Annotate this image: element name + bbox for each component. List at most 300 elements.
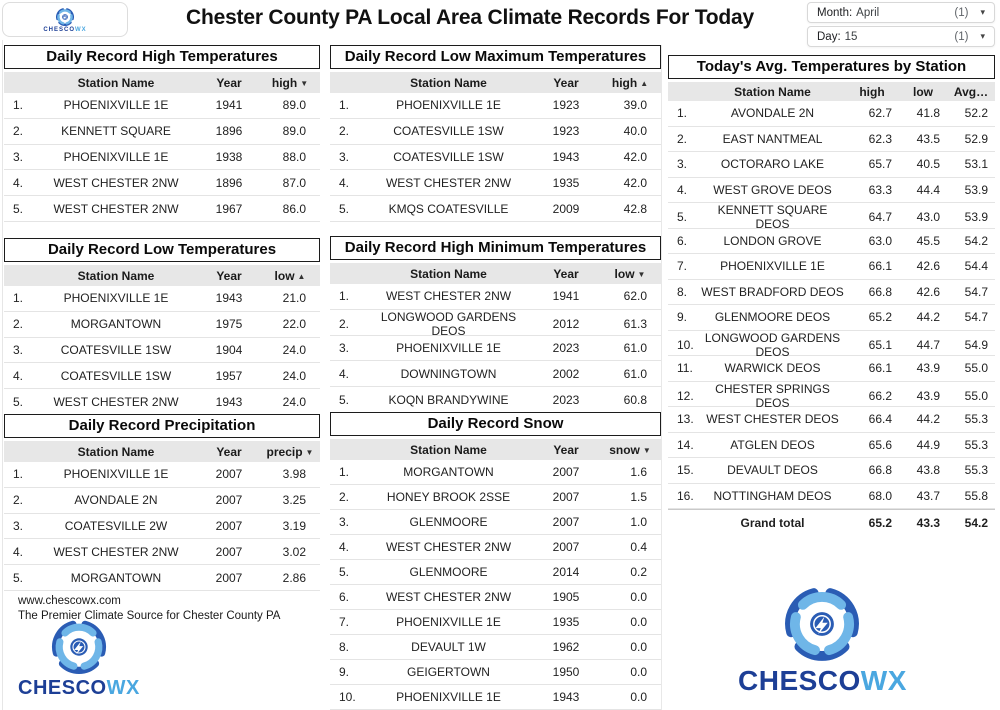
record-year: 1941 bbox=[215, 98, 243, 113]
table-row bbox=[330, 585, 661, 610]
table-row bbox=[668, 305, 995, 331]
row-index: 1. bbox=[13, 291, 24, 306]
station-name: MORGANTOWN bbox=[403, 465, 494, 479]
station-name: HONEY BROOK 2SSE bbox=[386, 490, 511, 504]
row-index: 9. bbox=[339, 665, 350, 679]
low-value: 43.0 bbox=[916, 210, 940, 224]
station-name: WEST CHESTER 2NW bbox=[53, 201, 179, 216]
station-name: PHOENIXVILLE 1E bbox=[396, 690, 501, 704]
avg-value: 53.1 bbox=[964, 157, 988, 172]
table-row bbox=[668, 382, 995, 408]
table-row bbox=[668, 101, 995, 127]
station-name: AVONDALE 2N bbox=[730, 106, 815, 121]
table-daily-record-high-temperatures bbox=[4, 45, 320, 222]
avg-value: 55.3 bbox=[964, 463, 988, 478]
record-year: 2007 bbox=[215, 544, 243, 559]
record-value: 22.0 bbox=[282, 317, 306, 332]
row-index: 3. bbox=[677, 157, 688, 172]
avg-value: 52.9 bbox=[964, 131, 988, 146]
table-header-row bbox=[330, 263, 661, 284]
row-index: 8. bbox=[677, 284, 688, 299]
station-name: WEST CHESTER 2NW bbox=[53, 394, 179, 409]
high-value: 63.0 bbox=[868, 233, 892, 248]
row-index: 2. bbox=[339, 490, 350, 504]
row-index: 7. bbox=[677, 259, 688, 274]
row-index: 5. bbox=[13, 570, 24, 585]
row-index: 2. bbox=[13, 493, 24, 508]
row-index: 3. bbox=[13, 342, 24, 357]
row-index: 11. bbox=[677, 361, 693, 376]
row-index: 15. bbox=[677, 463, 694, 478]
col-header-station[interactable]: Station Name bbox=[410, 442, 487, 457]
station-name: MORGANTOWN bbox=[70, 317, 162, 332]
table-row bbox=[330, 610, 661, 635]
record-year: 2009 bbox=[552, 201, 580, 216]
record-year: 2002 bbox=[552, 366, 580, 381]
record-year: 2023 bbox=[552, 340, 580, 355]
col-header-year[interactable]: Year bbox=[553, 266, 579, 281]
table-row bbox=[330, 635, 661, 660]
table-header-row bbox=[668, 82, 995, 101]
low-value: 41.8 bbox=[916, 106, 940, 121]
table-row bbox=[4, 312, 320, 338]
row-index: 8. bbox=[339, 640, 350, 654]
col-header-low[interactable]: low bbox=[913, 84, 933, 99]
station-name: KOQN BRANDYWINE bbox=[388, 392, 509, 407]
station-name: PHOENIXVILLE 1E bbox=[63, 149, 169, 164]
record-value: 0.0 bbox=[630, 665, 647, 679]
station-name: LONGWOOD GARDENS DEOS bbox=[704, 330, 841, 359]
record-value: 39.0 bbox=[623, 98, 647, 113]
col-header-high[interactable]: high ▼ bbox=[271, 75, 309, 90]
table-row bbox=[330, 196, 661, 222]
row-index: 1. bbox=[677, 106, 688, 121]
avg-value: 55.3 bbox=[964, 437, 988, 452]
row-index: 6. bbox=[339, 590, 350, 604]
station-name: DOWNINGTOWN bbox=[400, 366, 497, 381]
avg-value: 54.4 bbox=[964, 259, 988, 274]
record-value: 3.02 bbox=[282, 544, 306, 559]
record-value: 42.0 bbox=[623, 149, 647, 164]
col-header-station[interactable]: Station Name bbox=[734, 84, 811, 99]
middle-column bbox=[330, 45, 662, 710]
row-index: 1. bbox=[13, 467, 24, 482]
station-name: WEST CHESTER 2NW bbox=[53, 175, 179, 190]
low-value: 40.5 bbox=[916, 157, 940, 172]
high-value: 66.8 bbox=[868, 284, 892, 299]
table-todays-avg-temperatures bbox=[668, 55, 995, 536]
col-header-low[interactable]: low ▼ bbox=[614, 266, 646, 281]
table-row bbox=[330, 170, 661, 196]
sort-desc-icon: ▼ bbox=[642, 445, 651, 455]
row-index: 3. bbox=[339, 149, 350, 164]
row-index: 4. bbox=[339, 540, 350, 554]
row-index: 4. bbox=[339, 366, 350, 381]
table-row bbox=[668, 458, 995, 484]
table-row bbox=[668, 356, 995, 382]
record-value: 21.0 bbox=[282, 291, 306, 306]
table-title: Daily Record Precipitation bbox=[4, 414, 320, 438]
table-row bbox=[330, 560, 661, 585]
high-value: 63.3 bbox=[868, 182, 892, 197]
table-row bbox=[4, 389, 320, 415]
avg-value: 55.0 bbox=[964, 361, 988, 376]
high-value: 66.4 bbox=[868, 412, 892, 427]
row-index: 3. bbox=[13, 518, 24, 533]
row-index: 13. bbox=[677, 412, 694, 427]
avg-value: 55.0 bbox=[964, 388, 988, 403]
table-row bbox=[668, 254, 995, 280]
station-name: GLENMOORE bbox=[409, 515, 488, 529]
station-name: CHESTER SPRINGS DEOS bbox=[715, 381, 830, 410]
record-value: 0.0 bbox=[630, 590, 647, 604]
station-name: EAST NANTMEAL bbox=[722, 131, 823, 146]
low-value: 42.6 bbox=[916, 284, 940, 299]
record-year: 1941 bbox=[552, 289, 580, 304]
table-row bbox=[668, 152, 995, 178]
record-year: 1923 bbox=[552, 98, 580, 113]
row-index: 5. bbox=[339, 392, 350, 407]
record-value: 24.0 bbox=[282, 394, 306, 409]
row-index: 14. bbox=[677, 437, 694, 452]
table-row bbox=[330, 336, 661, 362]
col-header-station[interactable]: Station Name bbox=[77, 75, 155, 90]
station-name: KMQS COATESVILLE bbox=[388, 201, 509, 216]
col-header-high[interactable]: high ▲ bbox=[611, 75, 649, 90]
avg-value: 52.2 bbox=[964, 106, 988, 121]
table-row bbox=[668, 203, 995, 229]
table-row bbox=[330, 535, 661, 560]
station-name: WEST CHESTER DEOS bbox=[706, 412, 839, 427]
row-index: 2. bbox=[13, 317, 24, 332]
sort-asc-icon: ▲ bbox=[640, 78, 649, 88]
station-name: WEST CHESTER 2NW bbox=[53, 544, 179, 559]
low-value: 43.5 bbox=[916, 131, 940, 146]
low-value: 44.2 bbox=[916, 412, 940, 427]
record-year: 1967 bbox=[215, 201, 243, 216]
table-row bbox=[330, 387, 661, 413]
station-name: PHOENIXVILLE 1E bbox=[396, 98, 501, 113]
table-row bbox=[4, 514, 320, 540]
record-value: 1.6 bbox=[630, 465, 647, 479]
avg-value: 54.7 bbox=[964, 310, 988, 325]
col-header-station[interactable]: Station Name bbox=[410, 75, 487, 90]
row-index: 7. bbox=[339, 615, 350, 629]
record-value: 89.0 bbox=[282, 98, 306, 113]
month-select[interactable]: Month: April (1) ▾ bbox=[807, 2, 995, 23]
station-name: NOTTINGHAM DEOS bbox=[713, 488, 832, 503]
sort-desc-icon: ▼ bbox=[305, 447, 314, 457]
table-daily-record-snow bbox=[330, 412, 661, 710]
station-name: GLENMOORE DEOS bbox=[714, 310, 831, 325]
table-row bbox=[4, 286, 320, 312]
low-value: 42.6 bbox=[916, 259, 940, 274]
record-value: 88.0 bbox=[282, 149, 306, 164]
avg-value: 54.2 bbox=[964, 233, 988, 248]
high-value: 65.7 bbox=[868, 157, 892, 172]
record-value: 24.0 bbox=[282, 368, 306, 383]
table-row bbox=[330, 310, 661, 336]
table-title: Daily Record High Temperatures bbox=[4, 45, 320, 69]
row-index: 3. bbox=[13, 149, 24, 164]
month-value: April bbox=[856, 6, 880, 19]
record-year: 2007 bbox=[552, 490, 580, 504]
record-value: 0.2 bbox=[630, 565, 647, 579]
record-year: 2007 bbox=[552, 465, 580, 479]
chescowx-logo bbox=[738, 583, 907, 697]
table-row bbox=[330, 145, 661, 171]
month-count: (1) bbox=[954, 6, 969, 19]
table-row bbox=[668, 433, 995, 459]
row-index: 4. bbox=[13, 544, 24, 559]
record-year: 2007 bbox=[215, 467, 243, 482]
day-count: (1) bbox=[954, 30, 969, 43]
day-select[interactable]: Day: 15 (1) ▾ bbox=[807, 26, 995, 47]
col-header-snow[interactable]: snow ▼ bbox=[609, 442, 651, 457]
row-index: 1. bbox=[339, 465, 350, 479]
low-value: 44.7 bbox=[916, 337, 940, 352]
header-logo bbox=[2, 2, 128, 37]
chescowx-swirl-icon bbox=[55, 7, 75, 27]
chescowx-logo bbox=[18, 617, 140, 700]
station-name: WARWICK DEOS bbox=[724, 361, 821, 376]
grand-total-label: Grand total bbox=[740, 516, 805, 530]
record-year: 1905 bbox=[552, 590, 580, 604]
table-header-row bbox=[4, 441, 320, 462]
row-index: 5. bbox=[339, 201, 350, 216]
col-header-high[interactable]: high bbox=[859, 84, 885, 99]
avg-value: 53.9 bbox=[964, 182, 988, 197]
table-title: Today's Avg. Temperatures by Station bbox=[668, 55, 995, 79]
col-header-year[interactable]: Year bbox=[216, 268, 242, 283]
record-year: 1938 bbox=[215, 149, 243, 164]
page-title: Chester County PA Local Area Climate Records For Today bbox=[186, 6, 754, 29]
station-name: COATESVILLE 2W bbox=[64, 518, 168, 533]
low-value: 44.2 bbox=[916, 310, 940, 325]
row-index: 4. bbox=[677, 182, 688, 197]
low-value: 43.9 bbox=[916, 361, 940, 376]
low-value: 43.9 bbox=[916, 388, 940, 403]
record-year: 1904 bbox=[215, 342, 243, 357]
col-header-station[interactable]: Station Name bbox=[77, 444, 155, 459]
record-value: 0.0 bbox=[630, 615, 647, 629]
station-name: DEVAULT DEOS bbox=[727, 463, 818, 478]
record-value: 0.0 bbox=[630, 690, 647, 704]
grand-total-row bbox=[668, 509, 995, 536]
row-index: 16. bbox=[677, 488, 694, 503]
table-title: Daily Record Low Temperatures bbox=[4, 238, 320, 262]
right-column bbox=[668, 55, 995, 710]
row-index: 2. bbox=[13, 124, 24, 139]
footer-url: www.chescowx.com bbox=[18, 595, 121, 607]
record-value: 61.0 bbox=[623, 366, 647, 381]
station-name: WEST BRADFORD DEOS bbox=[701, 284, 844, 299]
table-daily-record-low-temperatures bbox=[4, 238, 320, 415]
table-row bbox=[4, 119, 320, 145]
table-row bbox=[4, 145, 320, 171]
station-name: COATESVILLE 1SW bbox=[393, 149, 504, 164]
record-value: 62.0 bbox=[623, 289, 647, 304]
col-header-year[interactable]: Year bbox=[553, 442, 579, 457]
avg-value: 54.7 bbox=[964, 284, 988, 299]
avg-value: 54.9 bbox=[964, 337, 988, 352]
table-header-row bbox=[4, 72, 320, 93]
record-year: 1896 bbox=[215, 175, 243, 190]
station-name: COATESVILLE 1SW bbox=[393, 124, 504, 139]
high-value: 66.2 bbox=[868, 388, 892, 403]
chescowx-wordmark: CHESCOWX bbox=[738, 665, 907, 696]
station-name: GEIGERTOWN bbox=[407, 665, 490, 679]
station-name: KENNETT SQUARE bbox=[61, 124, 171, 139]
record-year: 2007 bbox=[215, 570, 243, 585]
record-value: 1.5 bbox=[630, 490, 647, 504]
table-header-row bbox=[330, 72, 661, 93]
avg-value: 55.3 bbox=[964, 412, 988, 427]
table-row bbox=[668, 484, 995, 510]
row-index: 2. bbox=[339, 124, 350, 139]
record-value: 0.4 bbox=[630, 540, 647, 554]
row-index: 10. bbox=[339, 690, 356, 704]
row-index: 5. bbox=[13, 201, 24, 216]
col-header-station[interactable]: Station Name bbox=[410, 266, 487, 281]
station-name: WEST CHESTER 2NW bbox=[385, 590, 512, 604]
row-index: 10. bbox=[677, 337, 694, 352]
table-row bbox=[668, 407, 995, 433]
station-name: PHOENIXVILLE 1E bbox=[720, 259, 825, 274]
station-name: PHOENIXVILLE 1E bbox=[396, 615, 501, 629]
table-daily-record-low-maximum-temperatures bbox=[330, 45, 661, 222]
station-name: MORGANTOWN bbox=[70, 570, 162, 585]
table-row bbox=[330, 284, 661, 310]
station-name: OCTORARO LAKE bbox=[720, 157, 825, 172]
table-row bbox=[330, 119, 661, 145]
col-header-year[interactable]: Year bbox=[553, 75, 579, 90]
record-year: 2007 bbox=[552, 540, 580, 554]
record-year: 1935 bbox=[552, 175, 580, 190]
station-name: PHOENIXVILLE 1E bbox=[63, 467, 169, 482]
high-value: 64.7 bbox=[868, 210, 892, 224]
station-name: LONDON GROVE bbox=[723, 233, 822, 248]
row-index: 5. bbox=[677, 210, 688, 224]
table-row bbox=[4, 363, 320, 389]
row-index: 5. bbox=[13, 394, 24, 409]
station-name: GLENMOORE bbox=[409, 565, 488, 579]
high-value: 68.0 bbox=[868, 488, 892, 503]
record-value: 3.25 bbox=[282, 493, 306, 508]
col-header-avg[interactable]: Avg… bbox=[953, 84, 989, 99]
table-title: Daily Record High Minimum Temperatures bbox=[330, 236, 661, 260]
row-index: 9. bbox=[677, 310, 688, 325]
day-value: 15 bbox=[844, 30, 858, 43]
record-year: 1896 bbox=[215, 124, 243, 139]
col-header-precip[interactable]: precip ▼ bbox=[266, 444, 314, 459]
record-value: 2.86 bbox=[282, 570, 306, 585]
col-header-station[interactable]: Station Name bbox=[77, 268, 155, 283]
row-index: 1. bbox=[339, 98, 350, 113]
record-year: 1943 bbox=[552, 149, 580, 164]
station-name: WEST CHESTER 2NW bbox=[385, 540, 512, 554]
low-value: 43.7 bbox=[916, 488, 940, 503]
row-index: 4. bbox=[339, 175, 350, 190]
row-index: 3. bbox=[339, 340, 350, 355]
table-header-row bbox=[330, 439, 661, 460]
table-row bbox=[4, 462, 320, 488]
record-year: 1962 bbox=[552, 640, 580, 654]
avg-value: 55.8 bbox=[964, 488, 988, 503]
chevron-down-icon: ▾ bbox=[980, 7, 985, 17]
table-row bbox=[330, 460, 661, 485]
record-year: 1943 bbox=[215, 394, 243, 409]
row-index: 1. bbox=[13, 98, 24, 113]
station-name: WEST CHESTER 2NW bbox=[385, 289, 512, 304]
station-name: LONGWOOD GARDENS DEOS bbox=[380, 309, 517, 338]
low-value: 45.5 bbox=[916, 233, 940, 248]
left-column bbox=[4, 45, 320, 710]
high-value: 62.3 bbox=[868, 131, 892, 146]
chevron-down-icon: ▾ bbox=[980, 31, 985, 41]
table-row bbox=[668, 331, 995, 357]
row-index: 2. bbox=[339, 316, 350, 331]
row-index: 3. bbox=[339, 515, 350, 529]
station-name: WEST GROVE DEOS bbox=[713, 182, 832, 197]
table-row bbox=[330, 660, 661, 685]
high-value: 65.1 bbox=[868, 337, 892, 352]
record-year: 2007 bbox=[552, 515, 580, 529]
sort-desc-icon: ▼ bbox=[637, 269, 646, 279]
table-title: Daily Record Low Maximum Temperatures bbox=[330, 45, 661, 69]
station-name: ATGLEN DEOS bbox=[730, 437, 815, 452]
table-row bbox=[330, 510, 661, 535]
row-index: 12. bbox=[677, 388, 694, 403]
table-row bbox=[4, 488, 320, 514]
table-row bbox=[330, 485, 661, 510]
col-header-year[interactable]: Year bbox=[216, 444, 242, 459]
record-value: 1.0 bbox=[630, 515, 647, 529]
record-value: 42.0 bbox=[623, 175, 647, 190]
grand-total-low: 43.3 bbox=[916, 516, 940, 530]
record-year: 2007 bbox=[215, 493, 243, 508]
chescowx-swirl-icon bbox=[49, 617, 109, 677]
record-year: 2007 bbox=[215, 518, 243, 533]
record-value: 87.0 bbox=[282, 175, 306, 190]
record-year: 2012 bbox=[552, 316, 580, 331]
sort-desc-icon: ▼ bbox=[300, 78, 309, 88]
row-index: 6. bbox=[677, 233, 688, 248]
high-value: 66.1 bbox=[868, 259, 892, 274]
table-daily-record-high-minimum-temperatures bbox=[330, 236, 661, 413]
record-value: 24.0 bbox=[282, 342, 306, 357]
record-year: 1950 bbox=[552, 665, 580, 679]
table-row bbox=[668, 127, 995, 153]
col-header-low[interactable]: low ▲ bbox=[274, 268, 306, 283]
table-row bbox=[330, 685, 661, 710]
record-year: 1923 bbox=[552, 124, 580, 139]
col-header-year[interactable]: Year bbox=[216, 75, 242, 90]
table-row bbox=[330, 361, 661, 387]
record-year: 1935 bbox=[552, 615, 580, 629]
record-value: 60.8 bbox=[623, 392, 647, 407]
station-name: DEVAULT 1W bbox=[411, 640, 486, 654]
station-name: AVONDALE 2N bbox=[74, 493, 158, 508]
high-value: 66.8 bbox=[868, 463, 892, 478]
record-value: 3.98 bbox=[282, 467, 306, 482]
avg-value: 53.9 bbox=[964, 210, 988, 224]
station-name: KENNETT SQUARE DEOS bbox=[717, 203, 828, 231]
chescowx-wordmark: CHESCOWX bbox=[18, 677, 140, 699]
table-row bbox=[668, 178, 995, 204]
high-value: 65.2 bbox=[868, 310, 892, 325]
station-name: PHOENIXVILLE 1E bbox=[396, 340, 501, 355]
